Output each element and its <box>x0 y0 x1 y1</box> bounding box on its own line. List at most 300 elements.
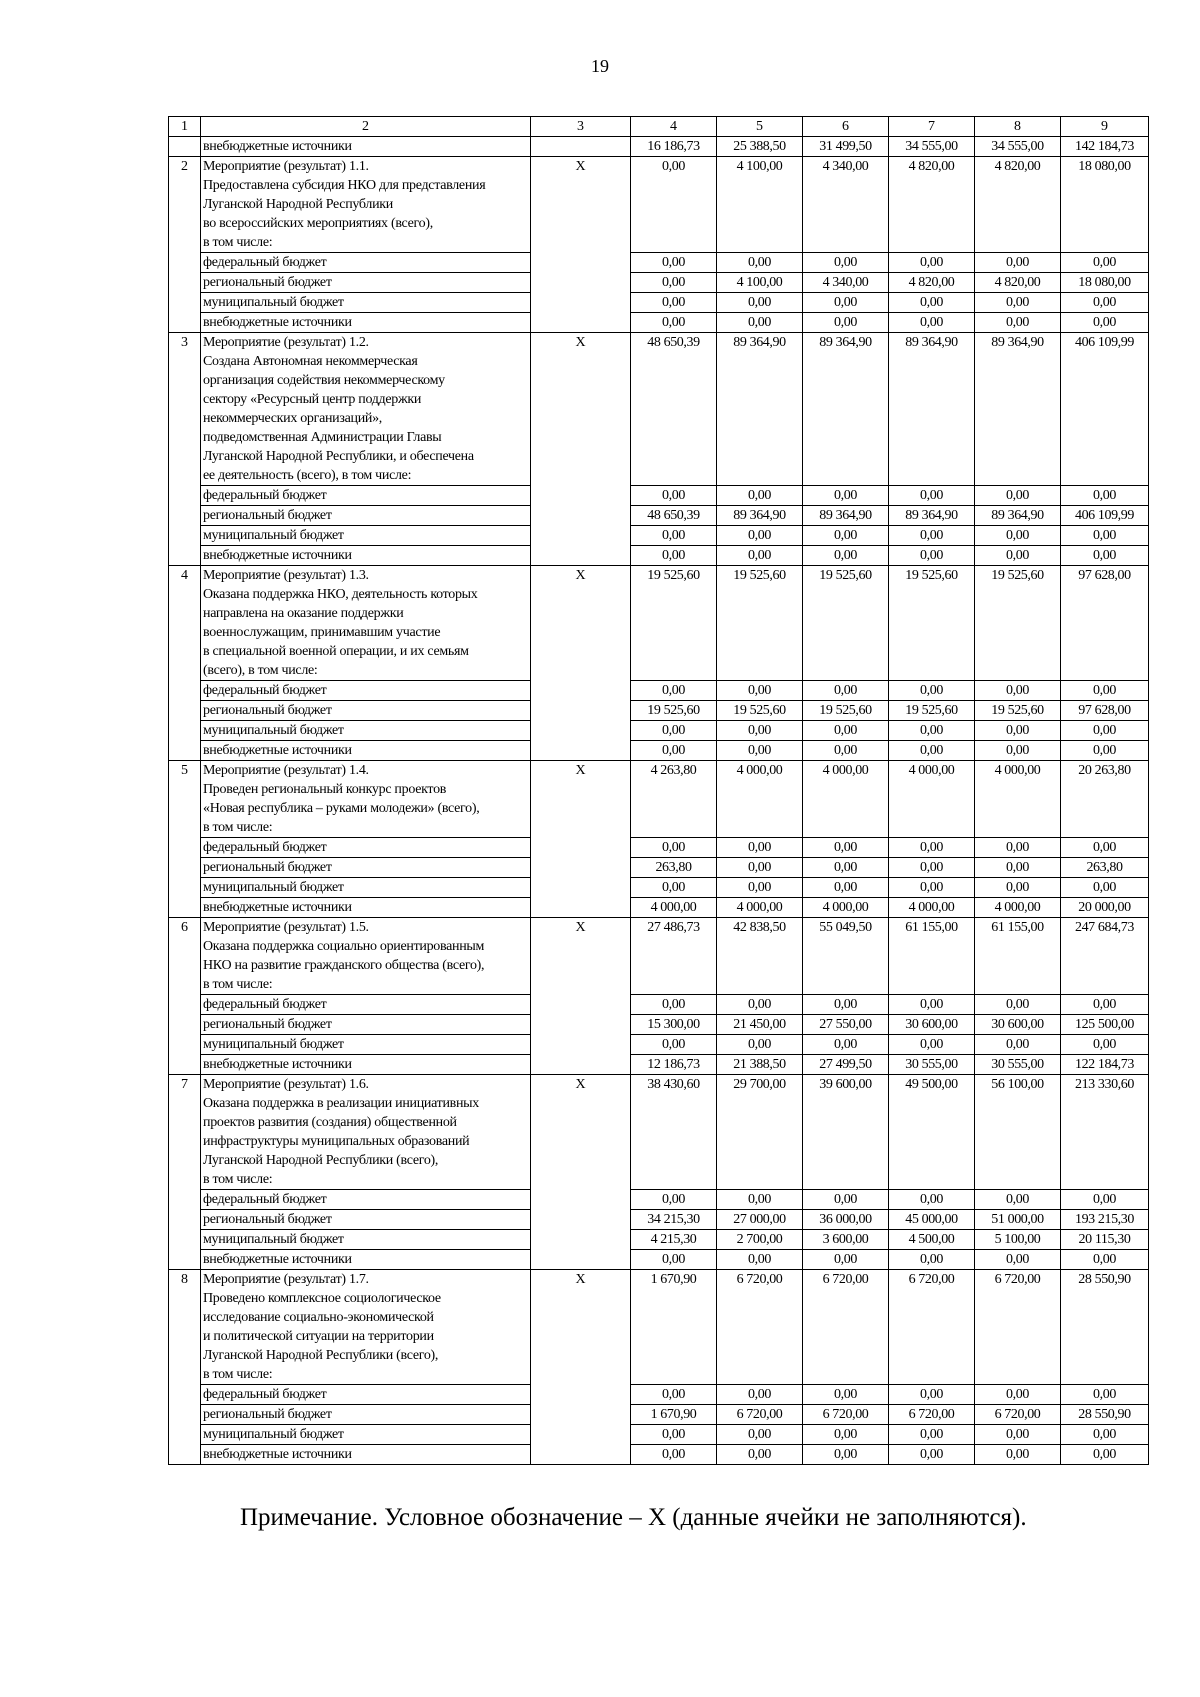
measure-title: Мероприятие (результат) 1.6. Оказана поддержка в реализации инициативных проектов развития (создания) общественной инфраструктуры муниципальных образований Луганской Народной Республики (всего), в том числе: <box>201 1075 531 1190</box>
value-cell: 6 720,00 <box>889 1405 975 1425</box>
value-cell: 61 155,00 <box>889 918 975 995</box>
mark-cell: Х <box>531 1075 631 1270</box>
value-cell: 0,00 <box>631 1190 717 1210</box>
value-cell: 4 000,00 <box>631 898 717 918</box>
value-cell: 34 215,30 <box>631 1210 717 1230</box>
source-row <box>169 1015 1149 1035</box>
measure-title: Мероприятие (результат) 1.2. Создана Автономная некоммерческая организация содействия некоммерческому сектору «Ресурсный центр поддержки некоммерческих организаций», подведомственная Администрации Главы Луганской Народной Республики, и обеспечена ее деятельность (всего), в том числе: <box>201 333 531 486</box>
value-cell: 0,00 <box>803 878 889 898</box>
value-cell: 89 364,90 <box>889 506 975 526</box>
value-cell: 0,00 <box>717 878 803 898</box>
value-cell: 0,00 <box>717 995 803 1015</box>
source-row <box>169 995 1149 1015</box>
value-cell: 19 525,60 <box>975 566 1061 681</box>
measure-row <box>169 333 1149 486</box>
row-number: 2 <box>169 157 201 333</box>
source-label: региональный бюджет <box>201 1210 531 1230</box>
empty-cell <box>169 137 201 157</box>
measure-row <box>169 157 1149 253</box>
source-label: внебюджетные источники <box>201 1445 531 1465</box>
row-number: 3 <box>169 333 201 566</box>
value-cell: 406 109,99 <box>1061 333 1149 486</box>
value-cell: 0,00 <box>803 741 889 761</box>
value-cell: 0,00 <box>889 1425 975 1445</box>
value-cell: 0,00 <box>889 878 975 898</box>
value-cell: 0,00 <box>717 253 803 273</box>
value-cell: 49 500,00 <box>889 1075 975 1190</box>
mark-cell: Х <box>531 761 631 918</box>
value-cell: 0,00 <box>803 681 889 701</box>
value-cell: 0,00 <box>1061 878 1149 898</box>
value-cell: 0,00 <box>889 526 975 546</box>
value-cell: 0,00 <box>1061 486 1149 506</box>
source-row <box>169 273 1149 293</box>
mark-cell: Х <box>531 918 631 1075</box>
source-label: федеральный бюджет <box>201 838 531 858</box>
value-cell: 4 100,00 <box>717 157 803 253</box>
value-cell: 0,00 <box>975 1035 1061 1055</box>
value-cell: 0,00 <box>889 1035 975 1055</box>
value-cell: 263,80 <box>631 858 717 878</box>
measure-title: Мероприятие (результат) 1.7. Проведено комплексное социологическое исследование социально-экономической и политической ситуации на территории Луганской Народной Республики (всего), в том числе: <box>201 1270 531 1385</box>
value-cell: 0,00 <box>1061 546 1149 566</box>
value-cell: 0,00 <box>717 1035 803 1055</box>
value-cell: 0,00 <box>631 741 717 761</box>
value-cell: 0,00 <box>717 838 803 858</box>
value-cell: 6 720,00 <box>717 1270 803 1385</box>
value-cell: 0,00 <box>889 1250 975 1270</box>
value-cell: 0,00 <box>631 1425 717 1445</box>
value-cell: 0,00 <box>889 1445 975 1465</box>
value-cell: 4 215,30 <box>631 1230 717 1250</box>
value-cell: 0,00 <box>975 878 1061 898</box>
value-cell: 0,00 <box>1061 1250 1149 1270</box>
value-cell: 193 215,30 <box>1061 1210 1149 1230</box>
measure-title: Мероприятие (результат) 1.5. Оказана поддержка социально ориентированным НКО на развитие гражданского общества (всего), в том числе: <box>201 918 531 995</box>
value-cell: 0,00 <box>1061 1385 1149 1405</box>
value-cell: 56 100,00 <box>975 1075 1061 1190</box>
value-cell: 0,00 <box>631 157 717 253</box>
value-cell: 6 720,00 <box>717 1405 803 1425</box>
value-cell: 18 080,00 <box>1061 273 1149 293</box>
value-cell: 142 184,73 <box>1061 137 1149 157</box>
value-cell: 89 364,90 <box>803 506 889 526</box>
value-cell: 122 184,73 <box>1061 1055 1149 1075</box>
measure-title: Мероприятие (результат) 1.4. Проведен региональный конкурс проектов «Новая республика – руками молодежи» (всего), в том числе: <box>201 761 531 838</box>
value-cell: 6 720,00 <box>975 1270 1061 1385</box>
empty-cell <box>531 137 631 157</box>
value-cell: 0,00 <box>717 1250 803 1270</box>
source-row <box>169 1230 1149 1250</box>
value-cell: 30 555,00 <box>975 1055 1061 1075</box>
value-cell: 0,00 <box>631 838 717 858</box>
value-cell: 0,00 <box>889 858 975 878</box>
value-cell: 89 364,90 <box>975 333 1061 486</box>
column-header: 7 <box>889 117 975 137</box>
value-cell: 0,00 <box>1061 741 1149 761</box>
value-cell: 0,00 <box>889 293 975 313</box>
value-cell: 0,00 <box>975 681 1061 701</box>
source-row <box>169 1190 1149 1210</box>
row-number: 7 <box>169 1075 201 1270</box>
value-cell: 0,00 <box>717 1425 803 1445</box>
value-cell: 0,00 <box>717 858 803 878</box>
source-row <box>169 293 1149 313</box>
value-cell: 89 364,90 <box>717 333 803 486</box>
value-cell: 0,00 <box>1061 838 1149 858</box>
value-cell: 0,00 <box>631 486 717 506</box>
value-cell: 19 525,60 <box>803 701 889 721</box>
value-cell: 39 600,00 <box>803 1075 889 1190</box>
source-row <box>169 253 1149 273</box>
source-row <box>169 878 1149 898</box>
measure-title: Мероприятие (результат) 1.1. Предоставлена субсидия НКО для представления Луганской Народной Республики во всероссийских мероприятиях (всего), в том числе: <box>201 157 531 253</box>
source-label: внебюджетные источники <box>201 741 531 761</box>
column-header: 8 <box>975 117 1061 137</box>
value-cell: 4 340,00 <box>803 157 889 253</box>
mark-cell: Х <box>531 566 631 761</box>
value-cell: 28 550,90 <box>1061 1405 1149 1425</box>
source-label: федеральный бюджет <box>201 253 531 273</box>
value-cell: 20 000,00 <box>1061 898 1149 918</box>
value-cell: 0,00 <box>975 838 1061 858</box>
value-cell: 0,00 <box>631 681 717 701</box>
source-label: муниципальный бюджет <box>201 526 531 546</box>
value-cell: 34 555,00 <box>975 137 1061 157</box>
source-label: внебюджетные источники <box>201 313 531 333</box>
value-cell: 15 300,00 <box>631 1015 717 1035</box>
value-cell: 89 364,90 <box>975 506 1061 526</box>
page-number: 19 <box>591 56 609 76</box>
source-label: внебюджетные источники <box>201 137 531 157</box>
value-cell: 0,00 <box>975 1385 1061 1405</box>
value-cell: 29 700,00 <box>717 1075 803 1190</box>
value-cell: 27 486,73 <box>631 918 717 995</box>
value-cell: 30 555,00 <box>889 1055 975 1075</box>
column-header: 5 <box>717 117 803 137</box>
value-cell: 0,00 <box>717 293 803 313</box>
value-cell: 0,00 <box>975 526 1061 546</box>
value-cell: 0,00 <box>889 721 975 741</box>
value-cell: 0,00 <box>889 741 975 761</box>
source-label: региональный бюджет <box>201 701 531 721</box>
value-cell: 0,00 <box>803 1425 889 1445</box>
value-cell: 0,00 <box>1061 293 1149 313</box>
value-cell: 0,00 <box>1061 681 1149 701</box>
value-cell: 19 525,60 <box>803 566 889 681</box>
value-cell: 0,00 <box>717 486 803 506</box>
value-cell: 0,00 <box>975 546 1061 566</box>
value-cell: 4 500,00 <box>889 1230 975 1250</box>
value-cell: 0,00 <box>631 253 717 273</box>
value-cell: 0,00 <box>717 1385 803 1405</box>
column-header: 6 <box>803 117 889 137</box>
value-cell: 19 525,60 <box>889 566 975 681</box>
value-cell: 4 820,00 <box>975 273 1061 293</box>
value-cell: 4 000,00 <box>975 898 1061 918</box>
row-number: 8 <box>169 1270 201 1465</box>
value-cell: 19 525,60 <box>717 566 803 681</box>
footnote: Примечание. Условное обозначение – Х (данные ячейки не заполняются). <box>240 1504 1027 1531</box>
value-cell: 30 600,00 <box>889 1015 975 1035</box>
value-cell: 0,00 <box>889 995 975 1015</box>
value-cell: 263,80 <box>1061 858 1149 878</box>
value-cell: 19 525,60 <box>717 701 803 721</box>
value-cell: 0,00 <box>889 1190 975 1210</box>
value-cell: 20 263,80 <box>1061 761 1149 838</box>
value-cell: 1 670,90 <box>631 1270 717 1385</box>
value-cell: 0,00 <box>631 878 717 898</box>
value-cell: 19 525,60 <box>975 701 1061 721</box>
value-cell: 3 600,00 <box>803 1230 889 1250</box>
value-cell: 16 186,73 <box>631 137 717 157</box>
value-cell: 31 499,50 <box>803 137 889 157</box>
source-label: внебюджетные источники <box>201 546 531 566</box>
source-row <box>169 741 1149 761</box>
value-cell: 0,00 <box>889 681 975 701</box>
column-header: 9 <box>1061 117 1149 137</box>
value-cell: 0,00 <box>1061 1445 1149 1465</box>
source-row <box>169 486 1149 506</box>
value-cell: 0,00 <box>889 313 975 333</box>
value-cell: 0,00 <box>803 1445 889 1465</box>
value-cell: 6 720,00 <box>975 1405 1061 1425</box>
value-cell: 0,00 <box>717 681 803 701</box>
value-cell: 0,00 <box>631 995 717 1015</box>
value-cell: 1 670,90 <box>631 1405 717 1425</box>
source-label: муниципальный бюджет <box>201 1425 531 1445</box>
row-number: 6 <box>169 918 201 1075</box>
row-number: 5 <box>169 761 201 918</box>
source-label: региональный бюджет <box>201 273 531 293</box>
value-cell: 0,00 <box>889 546 975 566</box>
header-row <box>169 117 1149 137</box>
source-label: региональный бюджет <box>201 1015 531 1035</box>
value-cell: 38 430,60 <box>631 1075 717 1190</box>
value-cell: 0,00 <box>631 313 717 333</box>
value-cell: 6 720,00 <box>803 1405 889 1425</box>
value-cell: 4 263,80 <box>631 761 717 838</box>
value-cell: 0,00 <box>717 741 803 761</box>
measure-row <box>169 566 1149 681</box>
value-cell: 19 525,60 <box>631 701 717 721</box>
measure-title: Мероприятие (результат) 1.3. Оказана поддержка НКО, деятельность которых направлена на оказание поддержки военнослужащим, принимавшим участие в специальной военной операции, и их семьям (всего), в том числе: <box>201 566 531 681</box>
value-cell: 0,00 <box>975 313 1061 333</box>
budget-table <box>168 116 1149 1465</box>
value-cell: 247 684,73 <box>1061 918 1149 995</box>
source-label: федеральный бюджет <box>201 681 531 701</box>
value-cell: 0,00 <box>717 721 803 741</box>
source-row <box>169 546 1149 566</box>
source-row <box>169 1210 1149 1230</box>
value-cell: 48 650,39 <box>631 506 717 526</box>
value-cell: 0,00 <box>1061 995 1149 1015</box>
value-cell: 0,00 <box>803 1190 889 1210</box>
value-cell: 0,00 <box>803 838 889 858</box>
mark-cell: Х <box>531 157 631 333</box>
column-header: 4 <box>631 117 717 137</box>
value-cell: 0,00 <box>1061 721 1149 741</box>
value-cell: 4 820,00 <box>889 157 975 253</box>
value-cell: 0,00 <box>975 293 1061 313</box>
value-cell: 0,00 <box>717 313 803 333</box>
value-cell: 0,00 <box>975 486 1061 506</box>
value-cell: 0,00 <box>975 995 1061 1015</box>
value-cell: 51 000,00 <box>975 1210 1061 1230</box>
value-cell: 27 499,50 <box>803 1055 889 1075</box>
value-cell: 45 000,00 <box>889 1210 975 1230</box>
source-row <box>169 721 1149 741</box>
value-cell: 0,00 <box>1061 253 1149 273</box>
value-cell: 61 155,00 <box>975 918 1061 995</box>
source-label: муниципальный бюджет <box>201 721 531 741</box>
value-cell: 406 109,99 <box>1061 506 1149 526</box>
value-cell: 4 100,00 <box>717 273 803 293</box>
value-cell: 0,00 <box>1061 1035 1149 1055</box>
column-header: 3 <box>531 117 631 137</box>
value-cell: 0,00 <box>975 1425 1061 1445</box>
value-cell: 0,00 <box>803 293 889 313</box>
value-cell: 21 388,50 <box>717 1055 803 1075</box>
source-label: муниципальный бюджет <box>201 1230 531 1250</box>
value-cell: 2 700,00 <box>717 1230 803 1250</box>
value-cell: 55 049,50 <box>803 918 889 995</box>
value-cell: 0,00 <box>1061 1190 1149 1210</box>
source-row <box>169 898 1149 918</box>
source-label: внебюджетные источники <box>201 898 531 918</box>
value-cell: 0,00 <box>889 486 975 506</box>
value-cell: 19 525,60 <box>631 566 717 681</box>
value-cell: 0,00 <box>803 1250 889 1270</box>
value-cell: 125 500,00 <box>1061 1015 1149 1035</box>
value-cell: 34 555,00 <box>889 137 975 157</box>
value-cell: 4 000,00 <box>889 761 975 838</box>
value-cell: 6 720,00 <box>889 1270 975 1385</box>
value-cell: 213 330,60 <box>1061 1075 1149 1190</box>
value-cell: 0,00 <box>975 1445 1061 1465</box>
source-row <box>169 701 1149 721</box>
value-cell: 0,00 <box>975 1250 1061 1270</box>
source-label: региональный бюджет <box>201 506 531 526</box>
value-cell: 0,00 <box>631 1250 717 1270</box>
value-cell: 0,00 <box>889 253 975 273</box>
value-cell: 97 628,00 <box>1061 566 1149 681</box>
value-cell: 0,00 <box>631 293 717 313</box>
value-cell: 0,00 <box>631 273 717 293</box>
source-label: региональный бюджет <box>201 1405 531 1425</box>
measure-row <box>169 1270 1149 1385</box>
value-cell: 0,00 <box>717 1190 803 1210</box>
source-row <box>169 1425 1149 1445</box>
source-label: федеральный бюджет <box>201 486 531 506</box>
value-cell: 18 080,00 <box>1061 157 1149 253</box>
value-cell: 12 186,73 <box>631 1055 717 1075</box>
value-cell: 4 000,00 <box>975 761 1061 838</box>
source-label: внебюджетные источники <box>201 1250 531 1270</box>
source-row <box>169 506 1149 526</box>
value-cell: 4 000,00 <box>803 761 889 838</box>
value-cell: 0,00 <box>803 253 889 273</box>
value-cell: 28 550,90 <box>1061 1270 1149 1385</box>
source-row <box>169 1035 1149 1055</box>
value-cell: 0,00 <box>975 721 1061 741</box>
value-cell: 4 000,00 <box>717 761 803 838</box>
value-cell: 89 364,90 <box>717 506 803 526</box>
value-cell: 0,00 <box>889 1385 975 1405</box>
source-label: муниципальный бюджет <box>201 878 531 898</box>
source-label: федеральный бюджет <box>201 995 531 1015</box>
value-cell: 0,00 <box>803 526 889 546</box>
value-cell: 0,00 <box>889 838 975 858</box>
value-cell: 27 550,00 <box>803 1015 889 1035</box>
table-row <box>169 137 1149 157</box>
value-cell: 0,00 <box>975 858 1061 878</box>
source-label: муниципальный бюджет <box>201 293 531 313</box>
value-cell: 89 364,90 <box>889 333 975 486</box>
source-label: федеральный бюджет <box>201 1190 531 1210</box>
value-cell: 0,00 <box>803 486 889 506</box>
value-cell: 25 388,50 <box>717 137 803 157</box>
value-cell: 0,00 <box>717 526 803 546</box>
measure-row <box>169 1075 1149 1190</box>
value-cell: 48 650,39 <box>631 333 717 486</box>
value-cell: 0,00 <box>803 721 889 741</box>
value-cell: 0,00 <box>803 995 889 1015</box>
value-cell: 0,00 <box>803 1035 889 1055</box>
value-cell: 0,00 <box>1061 526 1149 546</box>
value-cell: 0,00 <box>631 1445 717 1465</box>
value-cell: 0,00 <box>717 1445 803 1465</box>
value-cell: 0,00 <box>631 1035 717 1055</box>
value-cell: 97 628,00 <box>1061 701 1149 721</box>
value-cell: 4 000,00 <box>803 898 889 918</box>
value-cell: 30 600,00 <box>975 1015 1061 1035</box>
value-cell: 0,00 <box>631 1385 717 1405</box>
value-cell: 4 340,00 <box>803 273 889 293</box>
value-cell: 19 525,60 <box>889 701 975 721</box>
measure-row <box>169 761 1149 838</box>
value-cell: 6 720,00 <box>803 1270 889 1385</box>
value-cell: 4 820,00 <box>975 157 1061 253</box>
source-row <box>169 838 1149 858</box>
value-cell: 89 364,90 <box>803 333 889 486</box>
value-cell: 4 820,00 <box>889 273 975 293</box>
source-row <box>169 1445 1149 1465</box>
value-cell: 0,00 <box>803 546 889 566</box>
column-header: 1 <box>169 117 201 137</box>
value-cell: 0,00 <box>1061 313 1149 333</box>
value-cell: 0,00 <box>631 721 717 741</box>
source-row <box>169 1250 1149 1270</box>
source-row <box>169 526 1149 546</box>
value-cell: 42 838,50 <box>717 918 803 995</box>
source-row <box>169 681 1149 701</box>
source-row <box>169 1385 1149 1405</box>
source-label: муниципальный бюджет <box>201 1035 531 1055</box>
source-row <box>169 1055 1149 1075</box>
value-cell: 0,00 <box>975 253 1061 273</box>
value-cell: 4 000,00 <box>889 898 975 918</box>
source-row <box>169 313 1149 333</box>
value-cell: 0,00 <box>803 1385 889 1405</box>
mark-cell: Х <box>531 333 631 566</box>
value-cell: 0,00 <box>803 858 889 878</box>
source-label: внебюджетные источники <box>201 1055 531 1075</box>
measure-row <box>169 918 1149 995</box>
mark-cell: Х <box>531 1270 631 1465</box>
column-header: 2 <box>201 117 531 137</box>
value-cell: 21 450,00 <box>717 1015 803 1035</box>
